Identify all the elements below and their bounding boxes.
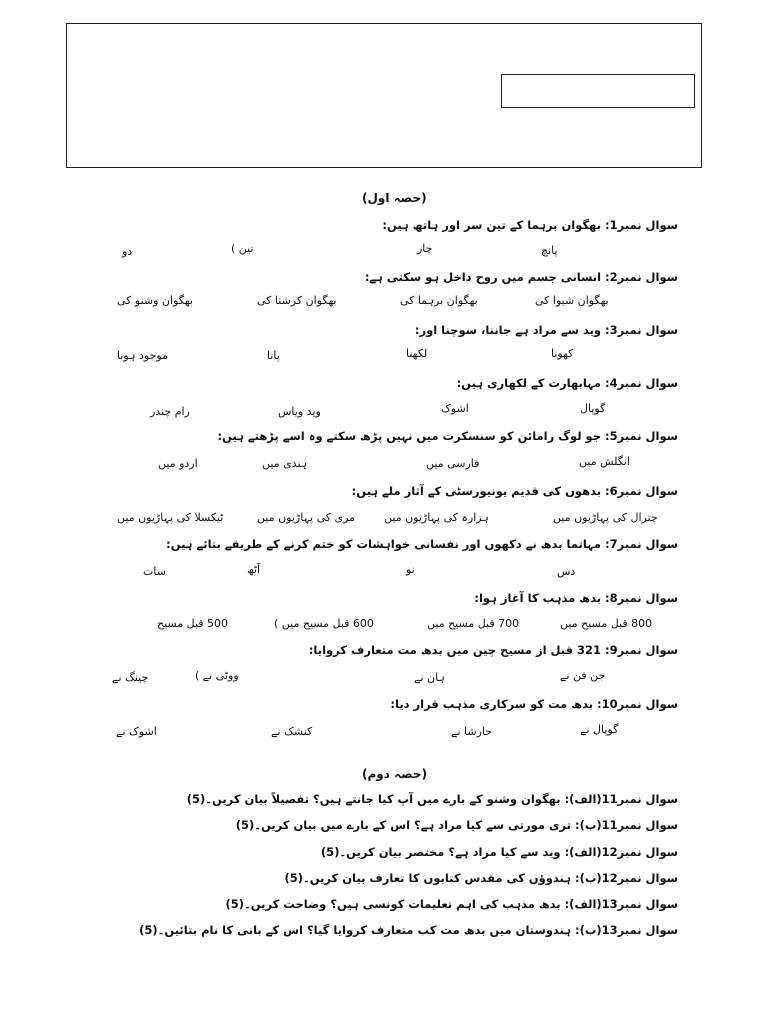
- q4-option-4: رام چندر: [150, 405, 190, 418]
- q1-option-3: تین ): [231, 242, 254, 255]
- q8-option-4: 500 قبل مسیح: [157, 617, 229, 630]
- question-13b: سوال نمبر13(ب): ہندوستان میں بدھ مت کب متعارف کروایا گیا؟ اس کے بانی کا نام بتائیں۔(5): [139, 923, 678, 937]
- q7-option-3: آٹھ: [247, 563, 261, 576]
- q1-option-2: چار: [417, 242, 433, 255]
- q10-option-4: اشوک نے: [116, 725, 157, 738]
- question-12a: سوال نمبر12(الف): وید سے کیا مراد ہے؟ مختصر بیان کریں۔(5): [320, 845, 678, 859]
- question-10: سوال نمبر10: بدھ مت کو سرکاری مذہب قرار دیا:: [390, 697, 678, 711]
- question-8: سوال نمبر8: بدھ مذہب کا آغاز ہوا:: [474, 591, 678, 605]
- q9-option-1: جن فن نے: [560, 669, 606, 682]
- question-11b: سوال نمبر11(ب): تری مورتی سے کیا مراد ہے؟ اس کے بارے میں بیان کریں۔(5): [235, 818, 678, 832]
- q3-option-1: کھونا: [551, 347, 574, 360]
- q6-option-3: مری کی پہاڑیوں میں: [257, 511, 356, 524]
- question-3: سوال نمبر3: وید سے مراد ہے جاننا، سوچنا اور:: [414, 323, 678, 337]
- question-11a: سوال نمبر11(الف): بھگوان وشنو کے بارے میں آپ کیا جانتے ہیں؟ تفصیلاً بیان کریں۔(5): [186, 792, 678, 806]
- q7-option-4: سات: [143, 565, 166, 578]
- question-1: سوال نمبر1: بھگوان برہما کے تین سر اور ہاتھ ہیں:: [382, 218, 678, 232]
- q6-option-2: ہزارہ کی پہاڑیوں میں: [384, 511, 489, 524]
- q5-option-2: فارسی میں: [426, 457, 480, 470]
- question-6: سوال نمبر6: بدھوں کی قدیم یونیورسٹی کے آثار ملے ہیں:: [351, 484, 678, 498]
- q2-option-1: بھگوان شیوا کی: [535, 294, 609, 307]
- q2-option-4: بھگوان وشنو کی: [117, 294, 193, 307]
- q8-option-2: 700 قبل مسیح میں: [427, 617, 520, 630]
- q10-option-1: گوپال نے: [580, 723, 619, 736]
- question-13a: سوال نمبر13(الف): بدھ مذہب کی اہم تعلیمات کونسی ہیں؟ وضاحت کریں۔(5): [225, 897, 678, 911]
- part2-title: (حصہ دوم): [362, 767, 428, 781]
- q1-option-1: پانچ: [541, 244, 558, 257]
- q3-option-3: پانا: [267, 349, 280, 362]
- q7-option-2: نو: [406, 563, 415, 576]
- q6-option-1: چترال کی پہاڑیوں میں: [553, 511, 658, 524]
- q9-option-2: ہان نے: [414, 671, 445, 684]
- q7-option-1: دس: [557, 565, 576, 578]
- question-7: سوال نمبر7: مہاتما بدھ نے دکھوں اور نفسانی خواہشات کو ختم کرنے کے طریقے بتائے ہیں:: [166, 537, 678, 551]
- q6-option-4: ٹیکسلا کی پہاڑیوں میں: [117, 511, 224, 524]
- q4-option-1: گوپال: [580, 402, 606, 415]
- question-12b: سوال نمبر12(ب): ہندوؤں کی مقدس کتابوں کا تعارف بیان کریں۔(5): [284, 871, 678, 885]
- part1-title: (حصہ اول): [362, 191, 427, 205]
- header-box: [66, 23, 702, 168]
- header-inner-box: [501, 74, 695, 108]
- q10-option-3: کنشک نے: [271, 725, 313, 738]
- q10-option-2: حارشا نے: [451, 725, 493, 738]
- q2-option-3: بھگوان کرشنا کی: [257, 294, 337, 307]
- q2-option-2: بھگوان برہما کی: [400, 294, 478, 307]
- q5-option-1: انگلش میں: [579, 455, 630, 468]
- q4-option-2: اشوک: [441, 402, 469, 415]
- question-2: سوال نمبر2: انسانی جسم میں روح داخل ہو سکتی ہے:: [364, 270, 678, 284]
- question-9: سوال نمبر9: 321 قبل از مسیح چین میں بدھ مت متعارف کروایا:: [308, 643, 678, 657]
- q1-option-4: دو: [122, 245, 133, 258]
- q3-option-4: موجود ہونا: [117, 349, 168, 362]
- q8-option-3: 600 قبل مسیح میں ): [274, 617, 374, 630]
- q3-option-2: لکھنا: [406, 347, 428, 360]
- question-4: سوال نمبر4: مہابھارت کے لکھاری ہیں:: [456, 376, 678, 390]
- q5-option-4: اردو میں: [158, 457, 198, 470]
- q4-option-3: وید ویاس: [278, 405, 321, 418]
- q5-option-3: ہندی میں: [262, 457, 308, 470]
- question-5: سوال نمبر5: جو لوگ رامائن کو سنسکرت میں نہیں پڑھ سکتے وہ اسے پڑھتے ہیں:: [217, 429, 678, 443]
- q9-option-3: ووٹی نے ): [195, 669, 239, 682]
- q8-option-1: 800 قبل مسیح میں: [560, 617, 653, 630]
- q9-option-4: چینگ نے: [112, 671, 149, 684]
